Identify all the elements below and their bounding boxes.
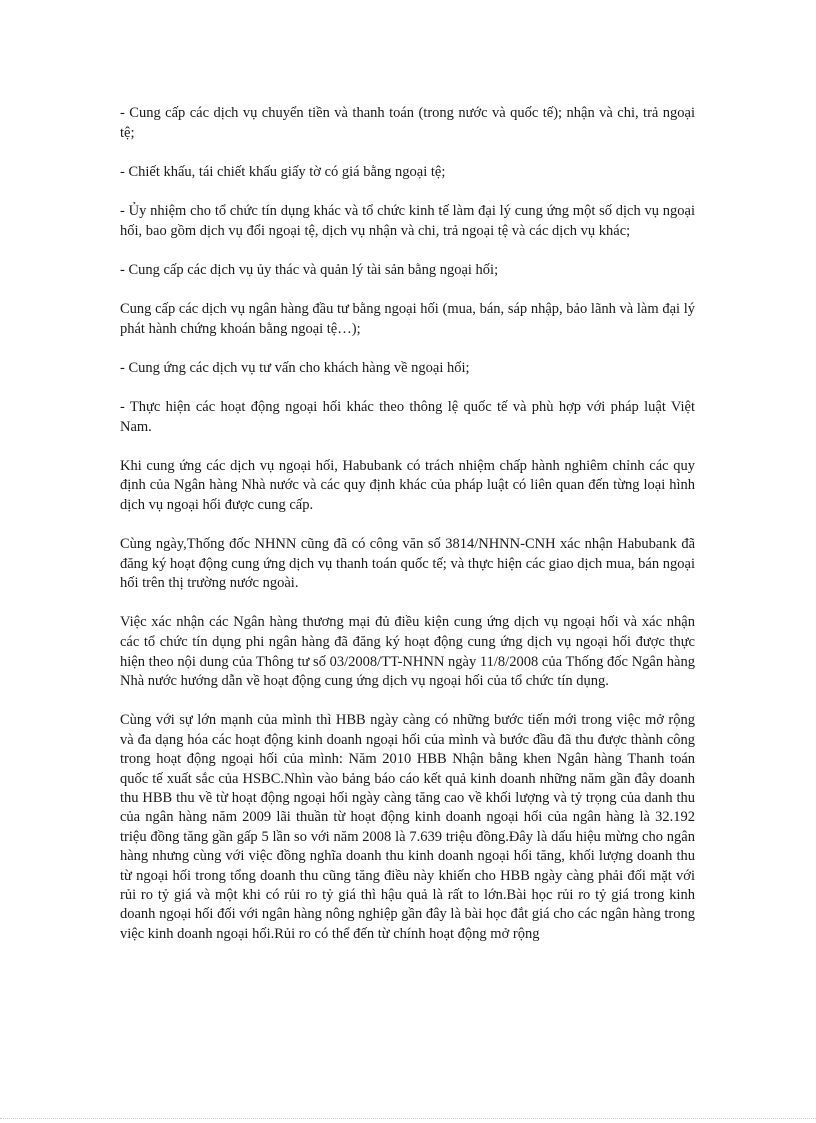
paragraph-advisory: - Cung ứng các dịch vụ tư vấn cho khách hàng về ngoại hối;	[120, 359, 470, 376]
document-body	[120, 104, 695, 944]
paragraph-investment-banking: Cung cấp các dịch vụ ngân hàng đầu tư bằng ngoại hối (mua, bán, sáp nhập, bảo lãnh và làm đại lý phát hành chứng khoán bằng ngoại tệ…);	[120, 300, 695, 337]
paragraph-other-activities: - Thực hiện các hoạt động ngoại hối khác theo thông lệ quốc tế và phù hợp với pháp luật Việt Nam.	[120, 398, 695, 435]
paragraph-trust-services: - Cung cấp các dịch vụ ủy thác và quản lý tài sản bằng ngoại hối;	[120, 261, 499, 278]
paragraph-habubank-responsibility: Khi cung ứng các dịch vụ ngoại hối, Habubank có trách nhiệm chấp hành nghiêm chỉnh các quy định của Ngân hàng Nhà nước và các quy định khác của pháp luật có liên quan đến từng loại hình dịch vụ ngoại hối được cung cấp.	[120, 457, 695, 513]
paragraph-governor-letter: Cùng ngày,Thống đốc NHNN cũng đã có công văn số 3814/NHNN-CNH xác nhận Habubank đã đăng ký hoạt động cung ứng dịch vụ thanh toán quốc tế; và thực hiện các giao dịch mua, bán ngoại hối trên thị trường nước ngoài.	[120, 536, 695, 592]
paragraph-hbb-growth: Cùng với sự lớn mạnh của mình thì HBB ngày càng có những bước tiến mới trong việc mở rộng và đa dạng hóa các hoạt động kinh doanh ngoại hối của mình và bước đầu đã thu được thành công trong hoạt động ngoại hối của mình: Năm 2010 HBB Nhận bằng khen Ngân hàng Thanh toán quốc tế xuất sắc của HSBC.Nhìn vào bảng báo cáo kết quả kinh doanh những năm gần đây doanh thu HBB thu về từ hoạt động ngoại hối ngày càng tăng cao về khối lượng và tỷ trọng của danh thu của ngân hàng năm 2009 lãi thuần từ hoạt động kinh doanh ngoại hối của ngân hàng là 32.192 triệu đồng tăng gần gấp 5 lần so với năm 2008 là 7.639 triệu đồng.Đây là dấu hiệu mừng cho ngân hàng nhưng cùng với việc đồng nghĩa doanh thu kinh doanh ngoại hối tăng, khối lượng doanh thu từ ngoại hối trong tổng doanh thu cũng tăng điều này khiến cho HBB ngày càng phải đối mặt với rủi ro tỷ giá và một khi có rủi ro tỷ giá thì hậu quả là rất to lớn.Bài học rủi ro tỷ giá trong kinh doanh ngoại hối đối với ngân hàng nông nghiệp gần đây là bài học đắt giá cho các ngân hàng trong việc kinh doanh ngoại hối.Rủi ro có thể đến từ chính hoạt động mở rộng	[120, 712, 695, 942]
paragraph-money-transfer: - Cung cấp các dịch vụ chuyển tiền và thanh toán (trong nước và quốc tế); nhận và chi, trả ngoại tệ;	[120, 105, 695, 141]
page-bottom-divider	[0, 1118, 816, 1119]
paragraph-confirmation-circular: Việc xác nhận các Ngân hàng thương mại đủ điều kiện cung ứng dịch vụ ngoại hối và xác nhận các tổ chức tín dụng phi ngân hàng đã đăng ký hoạt động cung ứng dịch vụ ngoại hối được thực hiện theo nội dung của Thông tư số 03/2008/TT-NHNN ngày 11/8/2008 của Thống đốc Ngân hàng Nhà nước hướng dẫn về hoạt động cung ứng dịch vụ ngoại hối của tổ chức tín dụng.	[120, 614, 695, 690]
paragraph-agency-delegation: - Ủy nhiệm cho tổ chức tín dụng khác và tổ chức kinh tế làm đại lý cung ứng một số dịch vụ ngoại hối, bao gồm dịch vụ đổi ngoại tệ, dịch vụ nhận và chi, trả ngoại tệ và các dịch vụ khác;	[120, 202, 695, 239]
paragraph-discounting: - Chiết khấu, tái chiết khấu giấy tờ có giá bằng ngoại tệ;	[120, 163, 446, 180]
